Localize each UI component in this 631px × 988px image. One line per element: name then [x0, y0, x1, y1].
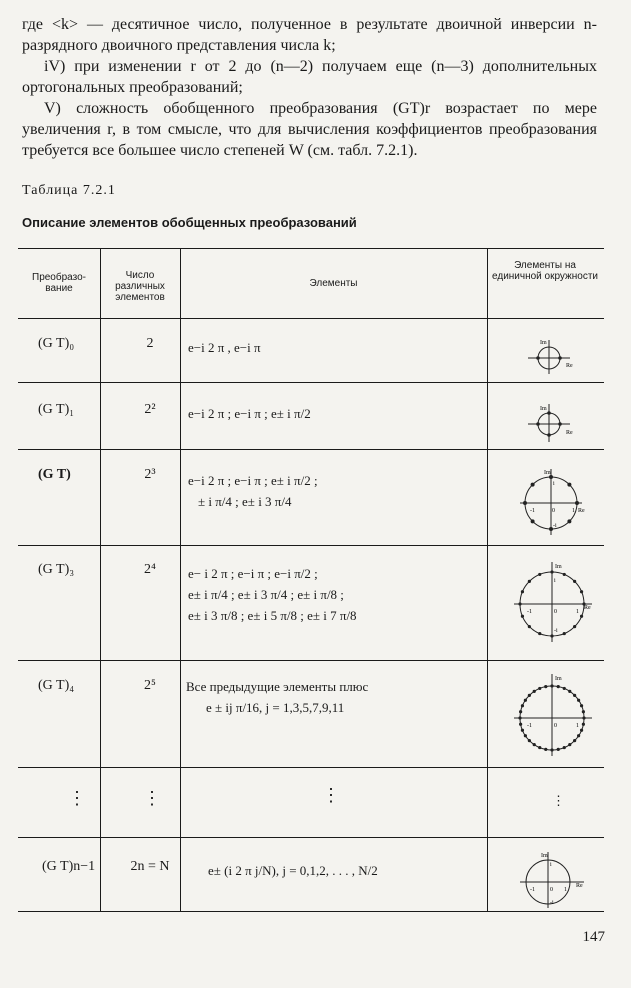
axis-label-negi: -i [553, 523, 557, 529]
axis-label-one: 1 [576, 723, 579, 729]
row-elements: e−i 2 π ; e−i π ; e± i π/2 ; ± i π/4 ; e± i 3 π/4 [188, 473, 318, 509]
axis-label-im: Im [541, 853, 548, 859]
unit-circle-diagram [512, 670, 596, 758]
axis-label-im: Im [555, 676, 562, 682]
axis-label-zero: 0 [554, 609, 557, 615]
root-of-unity-dot [563, 687, 566, 690]
unit-circle-diagram [512, 558, 596, 644]
row-name: (G T)n−1 [42, 859, 96, 874]
row-elements: e− i 2 π ; e−i π ; e−i π/2 ; e± i π/4 ; e± i 3 π/4 ; e± i π/8 ; e± i 3 π/8 ; e± i 5 π/8 ; e± i 7 π/8 [188, 566, 357, 623]
row-count: 2 [146, 336, 154, 351]
row-name: ⋮ [68, 788, 86, 808]
row-count: 2n = N [130, 859, 170, 874]
root-of-unity-dot [573, 625, 576, 628]
page-number: 147 [582, 929, 605, 945]
root-of-unity-dot [563, 746, 566, 749]
root-of-unity-dot [550, 748, 553, 751]
root-of-unity-dot [528, 739, 531, 742]
row-name: (G T)₀ [38, 336, 75, 351]
root-of-unity-dot [521, 729, 524, 732]
root-of-unity-dot [521, 615, 524, 618]
row-divider [18, 837, 604, 838]
unit-circle-diagram [518, 465, 588, 537]
axis-label-i: i [554, 578, 556, 584]
root-of-unity-dot [518, 716, 521, 719]
unit-circle-diagram [524, 400, 584, 444]
axis-label-re: Re [566, 430, 573, 436]
root-of-unity-dot [582, 723, 585, 726]
axis-label-one: 1 [564, 887, 567, 893]
root-of-unity-dot [533, 743, 536, 746]
root-of-unity-dot [528, 694, 531, 697]
intro-item-iv: iV) при изменении r от 2 до (n—2) получаем еще (n—3) дополнительных ортогональных преобразований; [22, 58, 597, 96]
row-elements: e± (i 2 π j/N), j = 0,1,2, . . . , N/2 [208, 863, 378, 878]
row-name: (G T)₃ [38, 562, 75, 577]
root-of-unity-dot [550, 570, 553, 573]
row-divider [18, 660, 604, 661]
table-bottom-rule [18, 911, 604, 912]
header-bottom-rule [18, 318, 604, 319]
axis-label-re: Re [576, 883, 583, 889]
unit-circle-diagram [524, 336, 584, 376]
intro-line-1: где <k> — десятичное число, полученное в результате двоичной инверсии n-разрядного двоичного представления числа k; [22, 16, 597, 54]
col-divider-2 [180, 248, 181, 911]
root-of-unity-dot [557, 685, 560, 688]
root-of-unity-dot [582, 716, 585, 719]
axis-label-zero: 0 [550, 887, 553, 893]
row-elements: Все предыдущие элементы плюс e ± ij π/16, j = 1,3,5,7,9,11 [186, 679, 369, 715]
root-of-unity-dot [580, 729, 583, 732]
root-of-unity-dot [550, 684, 553, 687]
intro-text [22, 14, 597, 161]
root-of-unity-dot [577, 699, 580, 702]
axis-label-neg: -1 [530, 508, 535, 514]
header-unit-circle: Элементы на единичной окружности [492, 260, 598, 282]
row-name: (G T) [38, 467, 71, 482]
root-of-unity-dot [582, 710, 585, 713]
row-divider [18, 449, 604, 450]
header-elements: Элементы [309, 278, 358, 289]
axis-label-neg: -1 [527, 723, 532, 729]
intro-item-v: V) сложность обобщенного преобразования (GT)r возрастает по мере увеличения r, в том смысле, что для вычисления коэффициентов преобразования требуется все большее число степеней W (см. табл. 7.2.1). [22, 100, 597, 159]
root-of-unity-dot [577, 734, 580, 737]
header-count: Число различных элементов [115, 270, 165, 303]
axis-label-neg: -1 [530, 887, 535, 893]
row-count: 2³ [144, 467, 156, 482]
root-of-unity-dot [563, 632, 566, 635]
row-divider [18, 382, 604, 383]
row-count: 2⁴ [144, 562, 156, 577]
root-of-unity-dot [519, 723, 522, 726]
root-of-unity-dot [528, 580, 531, 583]
axis-label-im: Im [555, 564, 562, 570]
table-top-rule [18, 248, 604, 249]
root-of-unity-dot [538, 632, 541, 635]
axis-label-im: Im [544, 470, 551, 476]
root-of-unity-dot [519, 710, 522, 713]
row-count: 2² [144, 402, 156, 417]
axis-label-im: Im [540, 406, 547, 412]
unit-circle-diagram [518, 848, 592, 910]
axis-label-i: i [553, 481, 555, 487]
root-of-unity-dot [573, 739, 576, 742]
axis-label-re: Re [566, 363, 573, 369]
root-of-unity-dot [538, 687, 541, 690]
root-of-unity-dot [524, 699, 527, 702]
root-of-unity-dot [524, 734, 527, 737]
root-of-unity-dot [580, 704, 583, 707]
row-count: 2⁵ [144, 678, 156, 693]
axis-label-one: 1 [572, 508, 575, 514]
root-of-unity-dot [544, 748, 547, 751]
row-divider [18, 545, 604, 546]
axis-label-zero: 0 [552, 508, 555, 514]
axis-label-re: Re [584, 605, 591, 611]
axis-label-negi: -i [554, 628, 558, 634]
root-of-unity-dot [568, 743, 571, 746]
axis-label-neg: -1 [527, 609, 532, 615]
axis-label-zero: 0 [554, 723, 557, 729]
root-of-unity-dot [580, 615, 583, 618]
root-of-unity-dot [568, 690, 571, 693]
root-of-unity-dot [573, 580, 576, 583]
root-of-unity-dot [528, 625, 531, 628]
root-of-unity-dot [538, 573, 541, 576]
row-divider [18, 767, 604, 768]
root-of-unity-dot [521, 590, 524, 593]
root-of-unity-dot [573, 694, 576, 697]
header-transform: Преобразо-вание [32, 272, 86, 294]
root-of-unity-dot [580, 590, 583, 593]
circle-ellipsis: ⋮ [552, 793, 565, 808]
root-of-unity-dot [544, 685, 547, 688]
axis-label-one: 1 [576, 609, 579, 615]
row-elements: e−i 2 π , e−i π [188, 340, 261, 355]
root-of-unity-dot [518, 602, 521, 605]
root-of-unity-dot [538, 746, 541, 749]
root-of-unity-dot [533, 690, 536, 693]
axis-label-re: Re [578, 508, 585, 514]
table-description: Описание элементов обобщенных преобразований [22, 215, 357, 230]
axis-label-negi: -i [550, 900, 554, 906]
root-of-unity-dot [563, 573, 566, 576]
table-caption: Таблица 7.2.1 [22, 183, 116, 198]
root-of-unity-dot [550, 634, 553, 637]
root-of-unity-dot [557, 748, 560, 751]
row-name: (G T)₁ [38, 402, 75, 417]
row-count: ⋮ [143, 788, 161, 808]
row-elements: e−i 2 π ; e−i π ; e± i π/2 [188, 406, 311, 421]
row-name: (G T)₄ [38, 678, 75, 693]
root-of-unity-dot [521, 704, 524, 707]
row-elements: ⋮ [322, 785, 340, 805]
axis-label-i: i [550, 862, 552, 868]
axis-label-im: Im [540, 340, 547, 346]
